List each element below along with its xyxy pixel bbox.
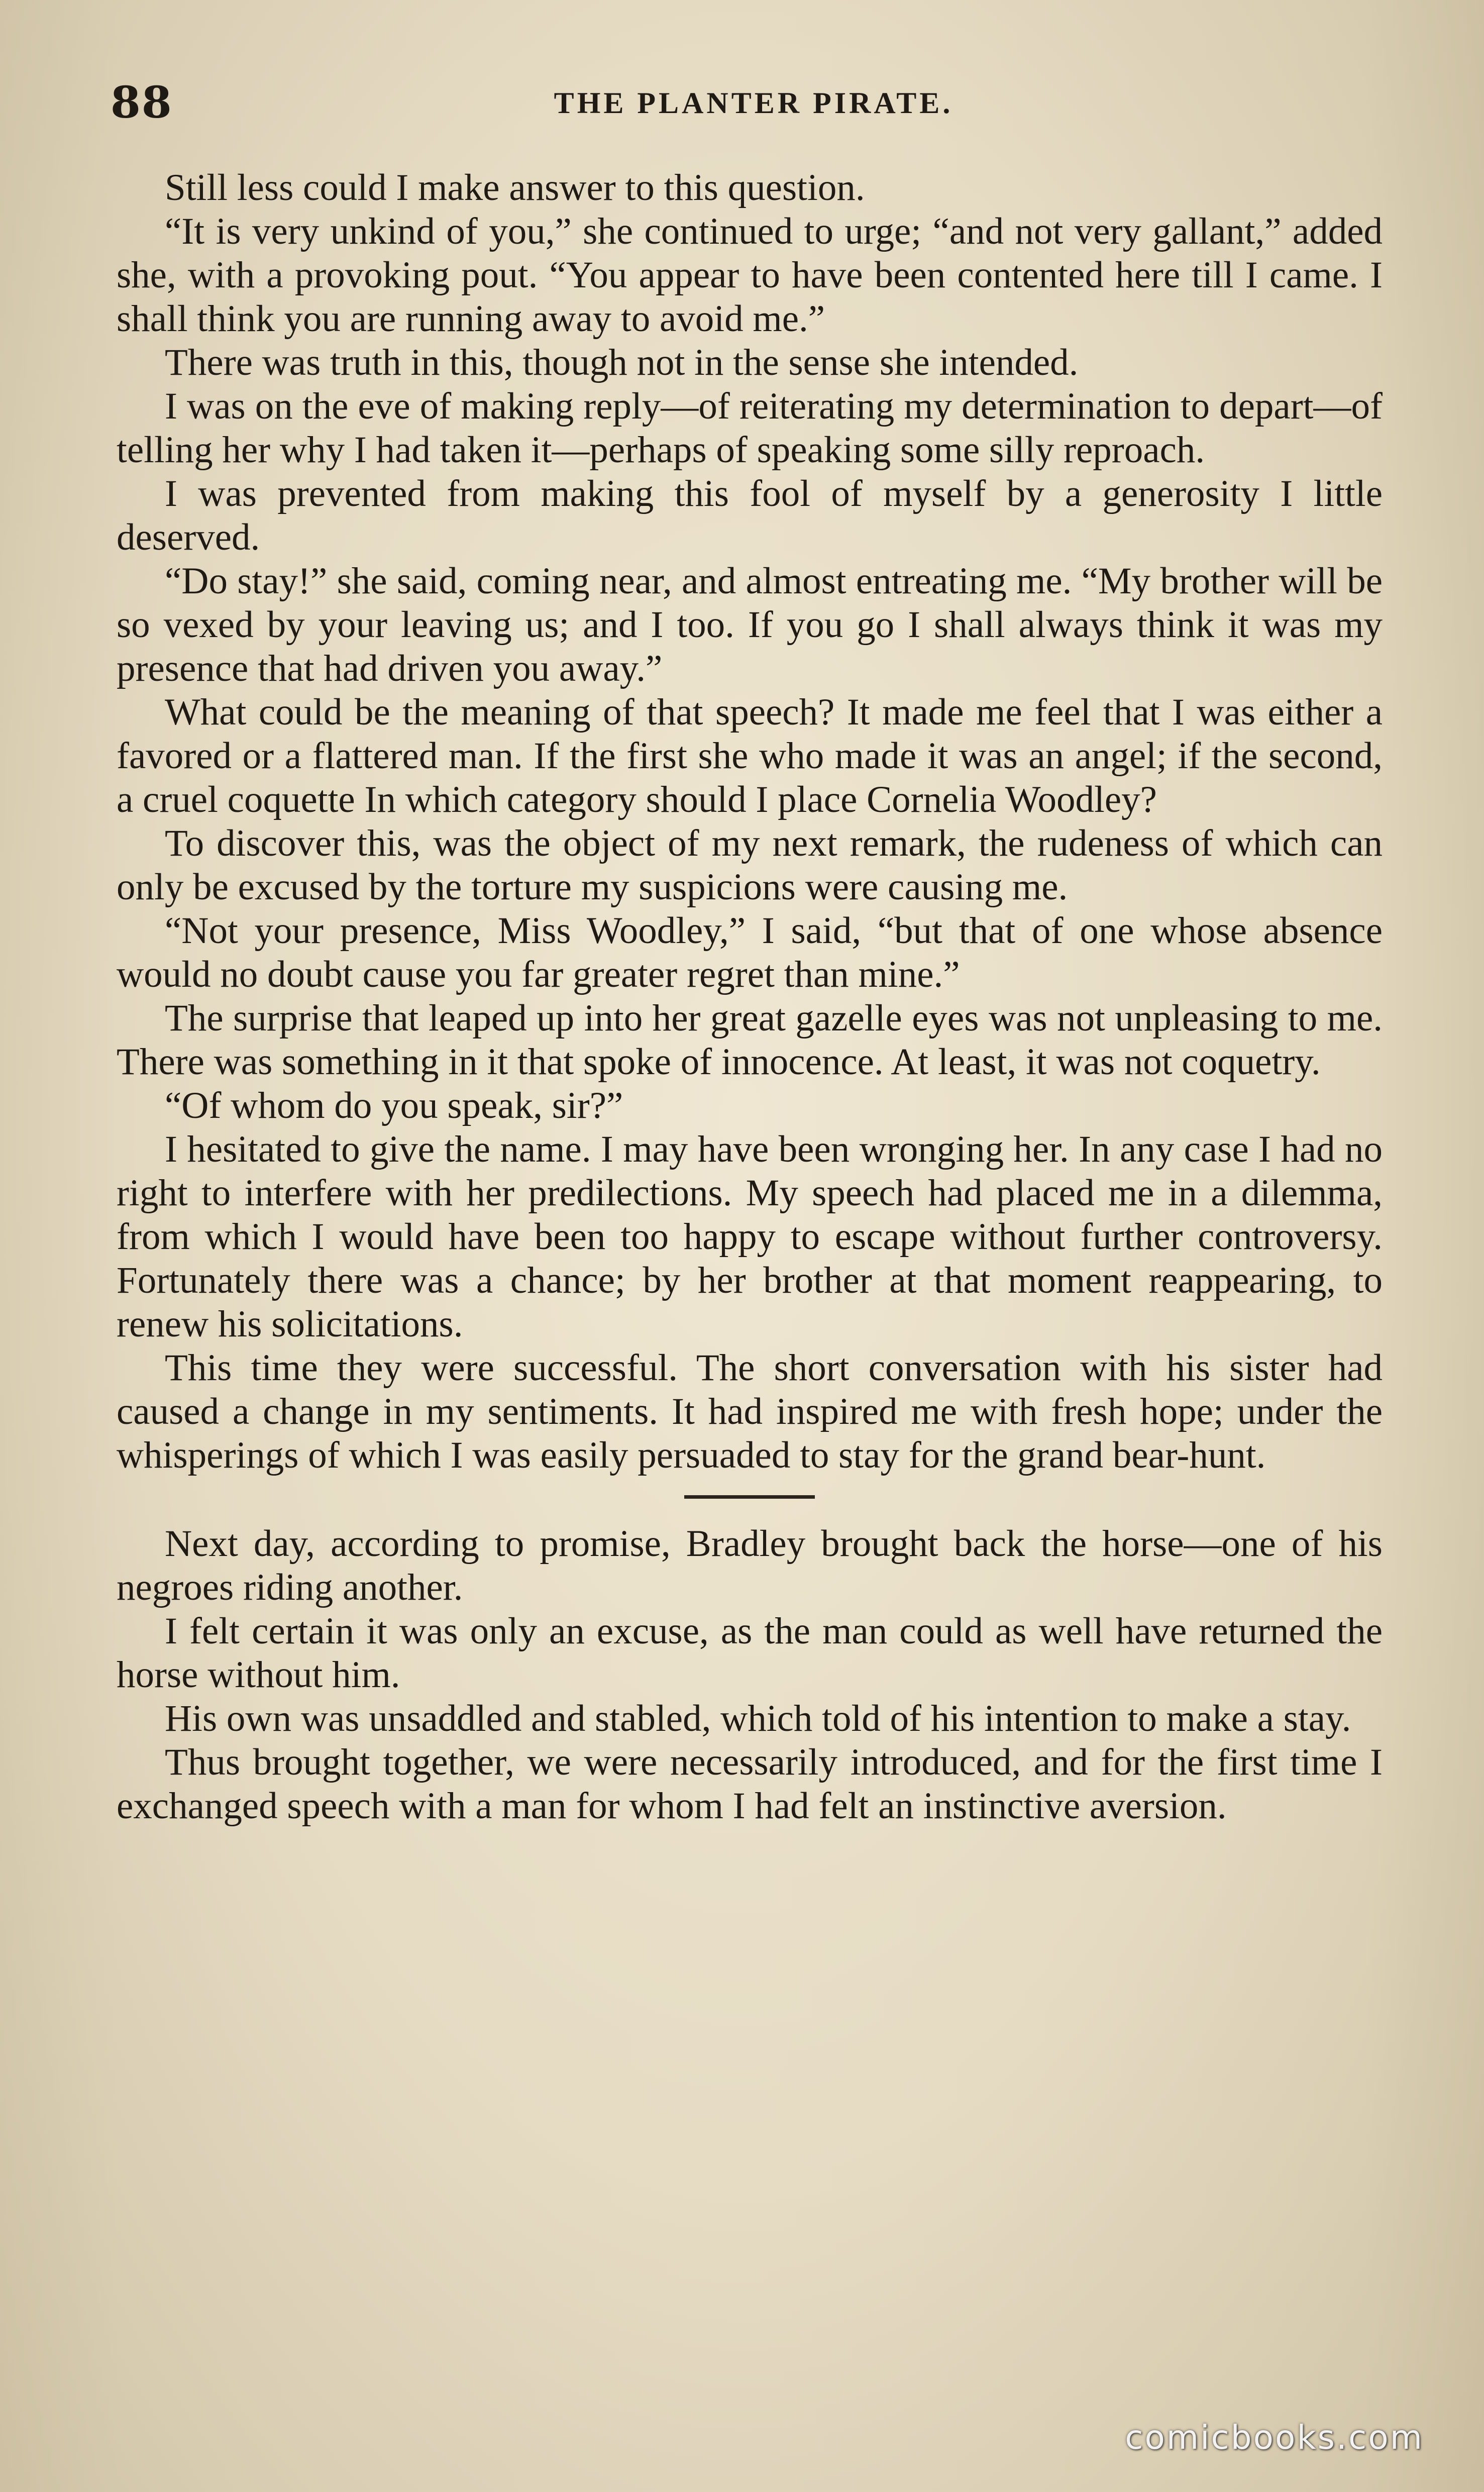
paragraph: Thus brought together, we were necessarily introduced, and for the first time I exchanged speech with a man for whom I had felt an instinctive aversion. [117, 1741, 1383, 1827]
paragraph: What could be the meaning of that speech? It made me feel that I was either a favored or a flattered man. If the first she who made it was an angel; if the second, a cruel coquette In which category should I place Cornelia Woodley? [117, 691, 1383, 820]
paragraph: “It is very unkind of you,” she continued to urge; “and not very gallant,” added she, with a provoking pout. “You appear to have been contented here till I came. I shall think you are running away to avoid me.” [117, 211, 1383, 340]
body-text [117, 166, 1383, 1828]
paragraph: The surprise that leaped up into her great gazelle eyes was not unpleasing to me. There was something in it that spoke of innocence. At least, it was not coquetry. [117, 997, 1383, 1083]
paragraph: I felt certain it was only an excuse, as the man could as well have returned the horse without him. [117, 1610, 1383, 1696]
paragraph: “Of whom do you speak, sir?” [165, 1085, 623, 1126]
page-number: 88 [111, 77, 173, 128]
paragraph: I was on the eve of making reply—of reiterating my determination to depart—of telling her why I had taken it—perhaps of speaking some silly reproach. [117, 385, 1383, 471]
paragraph: There was truth in this, though not in the sense she intended. [165, 342, 1079, 383]
paragraph: His own was unsaddled and stabled, which told of his intention to make a stay. [165, 1698, 1351, 1739]
paragraph: Next day, according to promise, Bradley brought back the horse—one of his negroes riding another. [117, 1523, 1383, 1608]
paragraph: “Not your presence, Miss Woodley,” I said, “but that of one whose absence would no doubt cause you far greater regret than mine.” [117, 910, 1383, 995]
paragraph: This time they were successful. The short conversation with his sister had caused a change in my sentiments. It had inspired me with fresh hope; under the whisperings of which I was easily persuaded to stay for the grand bear-hunt. [117, 1347, 1383, 1476]
running-head: THE PLANTER PIRATE. [554, 86, 953, 120]
paragraph: “Do stay!” she said, coming near, and almost entreating me. “My brother will be so vexed by your leaving us; and I too. If you go I shall always think it was my presence that had driven you away.” [117, 560, 1383, 689]
section-divider [684, 1495, 815, 1499]
paragraph: To discover this, was the object of my next remark, the rudeness of which can only be excused by the torture my suspicions were causing me. [117, 822, 1383, 908]
paragraph: Still less could I make answer to this question. [165, 167, 865, 209]
page-header [111, 75, 1397, 131]
paragraph: I hesitated to give the name. I may have been wronging her. In any case I had no right to interfere with her predilections. My speech had placed me in a dilemma, from which I would have been too happy to escape without further controversy. Fortunately there was a chance; by her brother at that moment reappearing, to renew his solicitations. [117, 1128, 1383, 1345]
paragraph: I was prevented from making this fool of myself by a generosity I little deserved. [117, 473, 1383, 558]
watermark-logo: comicbooks.com [1125, 2418, 1424, 2457]
